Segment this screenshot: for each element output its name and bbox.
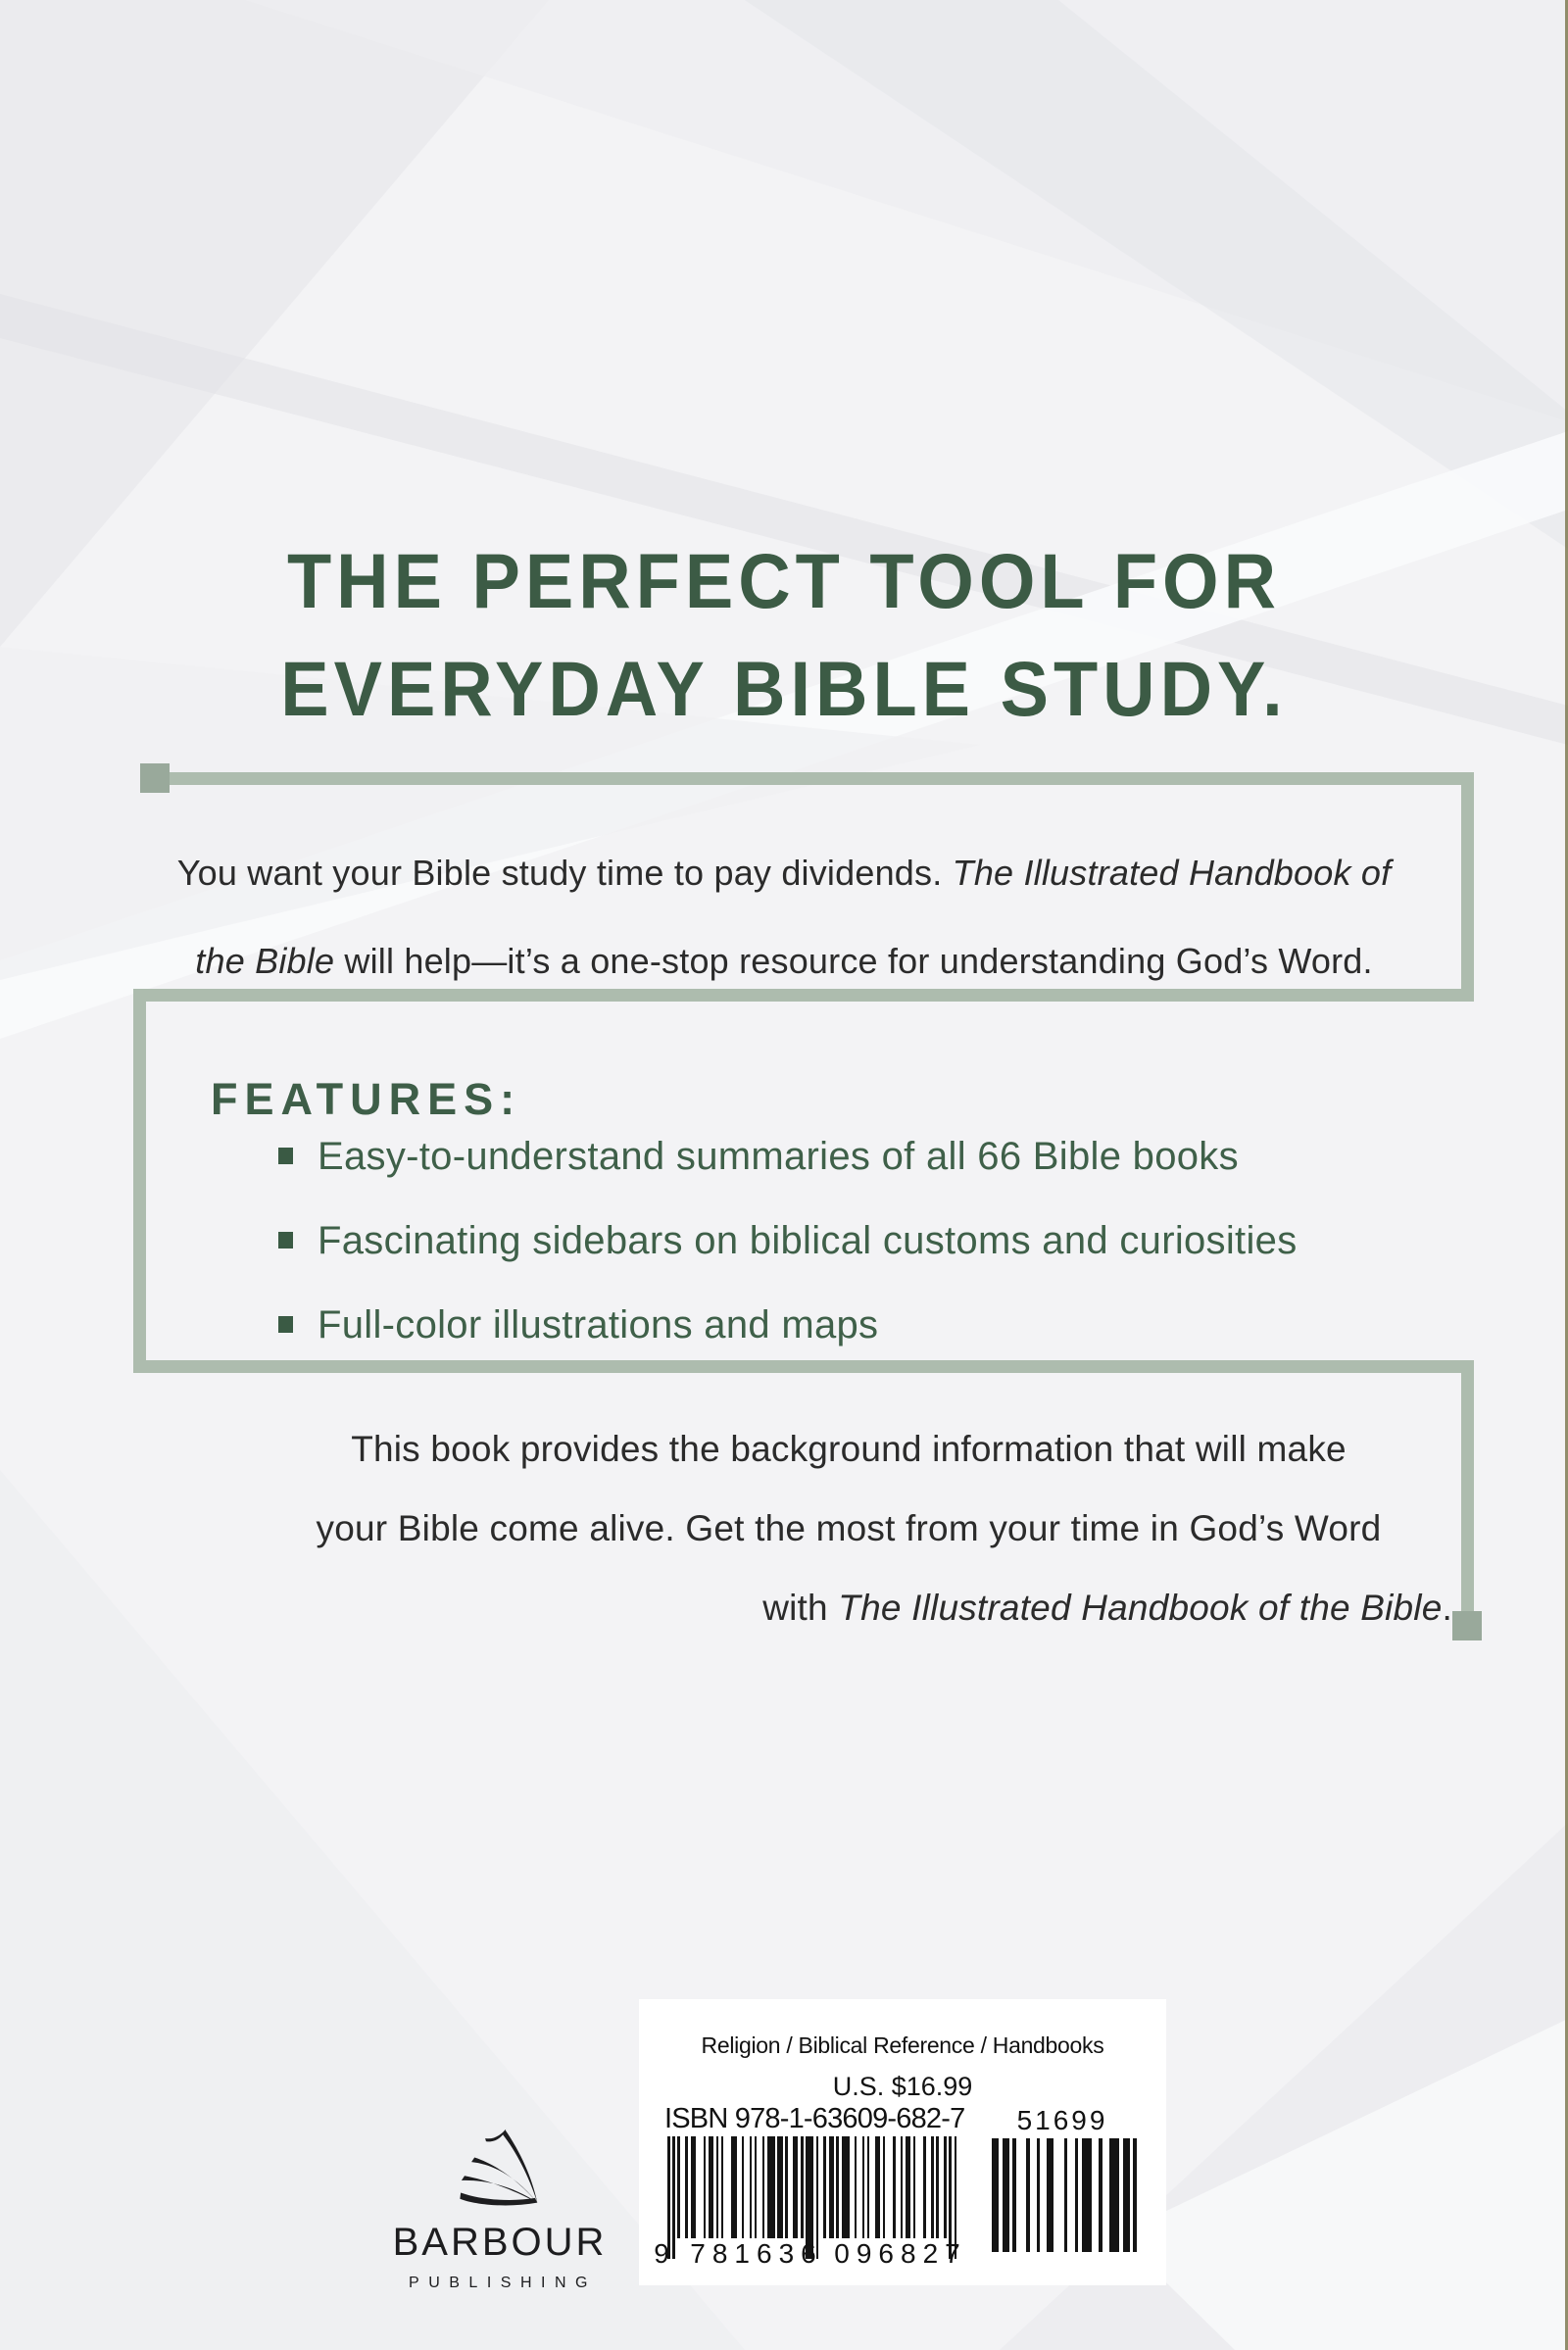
isbn-line: ISBN 978-1-63609-682-7 — [664, 2103, 965, 2134]
features-list — [278, 1135, 1464, 1388]
ean-group1: 781636 — [690, 2238, 823, 2269]
outro-line2: your Bible come alive. Get the most from your time in God’s Word — [316, 1508, 1382, 1548]
ean-digits — [639, 2238, 972, 2270]
book-title-italic: the Bible — [195, 941, 335, 981]
ean-group2: 096827 — [834, 2238, 967, 2269]
frame-start-cap — [140, 763, 170, 793]
category-line: Religion / Biblical Reference / Handbooks — [701, 2032, 1104, 2058]
intro-paragraph — [113, 829, 1455, 1005]
intro-line2: the Bible will help—it’s a one-stop resource for understanding God’s Word. — [195, 941, 1373, 981]
book-title-italic: The Illustrated Handbook of — [952, 853, 1392, 893]
square-bullet-icon — [278, 1148, 293, 1164]
barbour-logo-icon — [458, 2125, 542, 2215]
frame-end-cap — [1452, 1611, 1482, 1640]
page-title-line2: EVERYDAY BIBLE STUDY. — [280, 645, 1288, 733]
publisher-tagline: PUBLISHING — [409, 2275, 597, 2291]
outro-line3: with The Illustrated Handbook of the Bible. — [762, 1588, 1452, 1628]
outro-paragraph — [245, 1409, 1452, 1647]
frame-left-rule — [133, 989, 146, 1373]
features-heading: FEATURES: — [211, 1074, 522, 1124]
book-title-italic: The Illustrated Handbook of the Bible — [838, 1588, 1443, 1628]
intro-line1: You want your Bible study time to pay dividends. The Illustrated Handbook of — [176, 853, 1392, 893]
frame-right-rule-upper — [1461, 772, 1474, 1002]
publisher-name: BARBOUR — [392, 2221, 608, 2264]
supplement-barcode — [992, 2138, 1137, 2252]
square-bullet-icon — [278, 1316, 293, 1333]
outro-line1: This book provides the background information that will make — [351, 1429, 1347, 1469]
price-line: U.S. $16.99 — [832, 2072, 973, 2101]
publisher-logo — [390, 2125, 610, 2292]
square-bullet-icon — [278, 1232, 293, 1248]
supplement-code: 51699 — [1016, 2105, 1108, 2135]
retail-label — [639, 1999, 1166, 2285]
frame-right-rule-lower — [1461, 1360, 1474, 1623]
ean-prefix-digit: 9 — [654, 2238, 669, 2269]
feature-item: Easy-to-understand summaries of all 66 Bible books — [278, 1135, 1464, 1179]
page-title — [0, 525, 1568, 741]
ean-barcode — [667, 2136, 957, 2238]
frame-top-rule — [147, 772, 1474, 785]
page-title-line1: THE PERFECT TOOL FOR — [286, 537, 1282, 625]
feature-item: Fascinating sidebars on biblical customs and curiosities — [278, 1219, 1464, 1263]
feature-item: Full-color illustrations and maps — [278, 1303, 1464, 1347]
